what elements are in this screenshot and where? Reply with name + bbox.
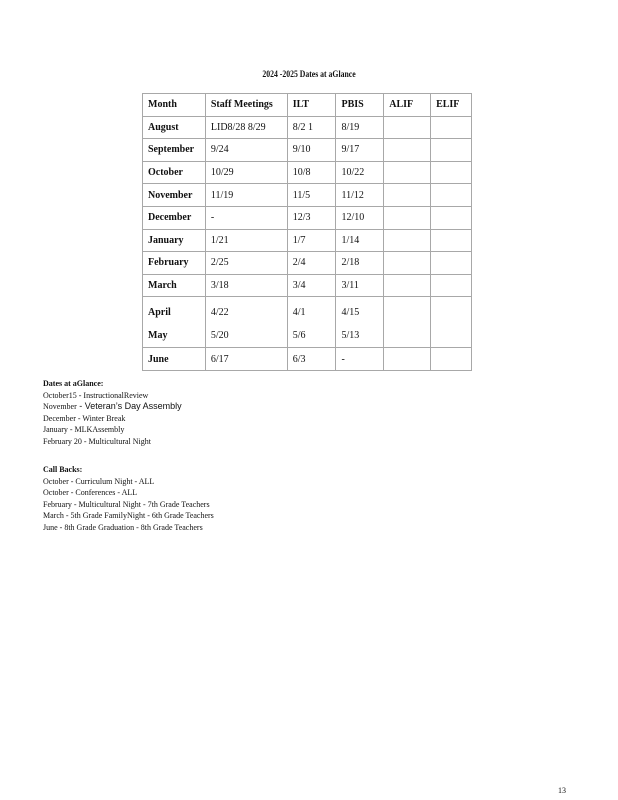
alif-cell	[384, 139, 431, 162]
staff-cell: 3/18	[205, 274, 287, 297]
ilt-cell: 11/5	[287, 184, 336, 207]
pbis-cell: 2/18	[336, 252, 384, 275]
table-row	[143, 206, 472, 229]
list-item: June - 8th Grade Graduation - 8th Grade Teachers	[43, 522, 203, 532]
pbis-cell	[336, 297, 384, 348]
elif-cell	[431, 229, 472, 252]
table-row	[143, 139, 472, 162]
table-row	[143, 116, 472, 139]
header-ilt: ILT	[287, 94, 336, 117]
alif-cell	[384, 348, 431, 371]
dates-at-glance-heading: Dates at aGlance:	[43, 379, 104, 388]
elif-cell	[431, 116, 472, 139]
ilt-cell: 2/4	[287, 252, 336, 275]
header-staff-meetings: Staff Meetings	[205, 94, 287, 117]
table-row	[143, 274, 472, 297]
elif-cell	[431, 252, 472, 275]
header-month: Month	[143, 94, 206, 117]
staff-cell: 9/24	[205, 139, 287, 162]
page-title: 2024 -2025 Dates at aGlance	[262, 69, 356, 79]
ilt-may: 5/6	[292, 330, 306, 342]
staff-cell: 11/19	[205, 184, 287, 207]
staff-cell	[205, 297, 287, 348]
table-header-row	[143, 94, 472, 117]
elif-cell	[431, 348, 472, 371]
list-item: January - MLKAssembly	[43, 425, 125, 435]
elif-cell	[431, 206, 472, 229]
table-row	[143, 184, 472, 207]
pbis-cell: -	[336, 348, 384, 371]
call-backs-heading: Call Backs:	[43, 465, 83, 474]
staff-cell: 10/29	[205, 161, 287, 184]
pbis-april: 4/15	[341, 307, 360, 319]
ilt-cell: 3/4	[287, 274, 336, 297]
month-cell: September	[143, 139, 206, 162]
pbis-may: 5/13	[341, 330, 360, 342]
pbis-cell: 1/14	[336, 229, 384, 252]
header-pbis: PBIS	[336, 94, 384, 117]
header-elif: ELIF	[431, 94, 472, 117]
alif-cell	[384, 161, 431, 184]
alif-cell	[384, 184, 431, 207]
month-cell: October	[143, 161, 206, 184]
pbis-cell: 9/17	[336, 139, 384, 162]
staff-cell: 1/21	[205, 229, 287, 252]
pbis-cell: 8/19	[336, 116, 384, 139]
list-item: October15 - InstructionalReview	[43, 390, 149, 400]
month-april: April	[148, 307, 171, 319]
ilt-cell: 8/2 1	[287, 116, 336, 139]
month-cell: June	[143, 348, 206, 371]
month-cell: March	[143, 274, 206, 297]
ilt-cell: 9/10	[287, 139, 336, 162]
pbis-cell: 11/12	[336, 184, 384, 207]
staff-cell: LID8/28 8/29	[205, 116, 287, 139]
month-cell: January	[143, 229, 206, 252]
staff-may: 5/20	[210, 330, 229, 342]
alif-cell	[384, 252, 431, 275]
alif-cell	[384, 116, 431, 139]
pbis-cell: 3/11	[336, 274, 384, 297]
list-item: October - Curriculum Night - ALL	[43, 476, 155, 486]
list-item: October - Conferences - ALL	[43, 488, 138, 498]
month-cell: February	[143, 252, 206, 275]
dates-at-glance-section	[43, 378, 182, 448]
staff-april: 4/22	[210, 307, 229, 319]
pbis-cell: 12/10	[336, 206, 384, 229]
staff-cell: -	[205, 206, 287, 229]
list-item: November - Veteran’s Day Assembly	[43, 401, 182, 412]
elif-cell	[431, 297, 472, 348]
list-item: March - 5th Grade FamilyNight - 6th Grade Teachers	[43, 511, 214, 521]
header-alif: ALIF	[384, 94, 431, 117]
month-cell: August	[143, 116, 206, 139]
table-row-april-may	[143, 297, 472, 348]
ilt-cell	[287, 297, 336, 348]
list-item: February 20 - Multicultural Night	[43, 436, 151, 446]
elif-cell	[431, 139, 472, 162]
table-row	[143, 252, 472, 275]
call-backs-section	[43, 464, 214, 534]
table-row	[143, 161, 472, 184]
ilt-cell: 1/7	[287, 229, 336, 252]
month-cell	[143, 297, 206, 348]
alif-cell	[384, 206, 431, 229]
ilt-april: 4/1	[292, 307, 306, 319]
elif-cell	[431, 274, 472, 297]
month-cell: December	[143, 206, 206, 229]
elif-cell	[431, 161, 472, 184]
staff-cell: 2/25	[205, 252, 287, 275]
page-number: 13	[558, 786, 566, 795]
ilt-cell: 6/3	[287, 348, 336, 371]
ilt-cell: 12/3	[287, 206, 336, 229]
alif-cell	[384, 229, 431, 252]
table-row	[143, 348, 472, 371]
dates-table	[142, 93, 472, 371]
alif-cell	[384, 274, 431, 297]
month-may: May	[148, 330, 168, 342]
table-row	[143, 229, 472, 252]
month-cell: November	[143, 184, 206, 207]
staff-cell: 6/17	[205, 348, 287, 371]
alif-cell	[384, 297, 431, 348]
elif-cell	[431, 184, 472, 207]
ilt-cell: 10/8	[287, 161, 336, 184]
list-item: February - Multicultural Night - 7th Grade Teachers	[43, 499, 210, 509]
pbis-cell: 10/22	[336, 161, 384, 184]
list-item: December - Winter Break	[43, 413, 126, 423]
